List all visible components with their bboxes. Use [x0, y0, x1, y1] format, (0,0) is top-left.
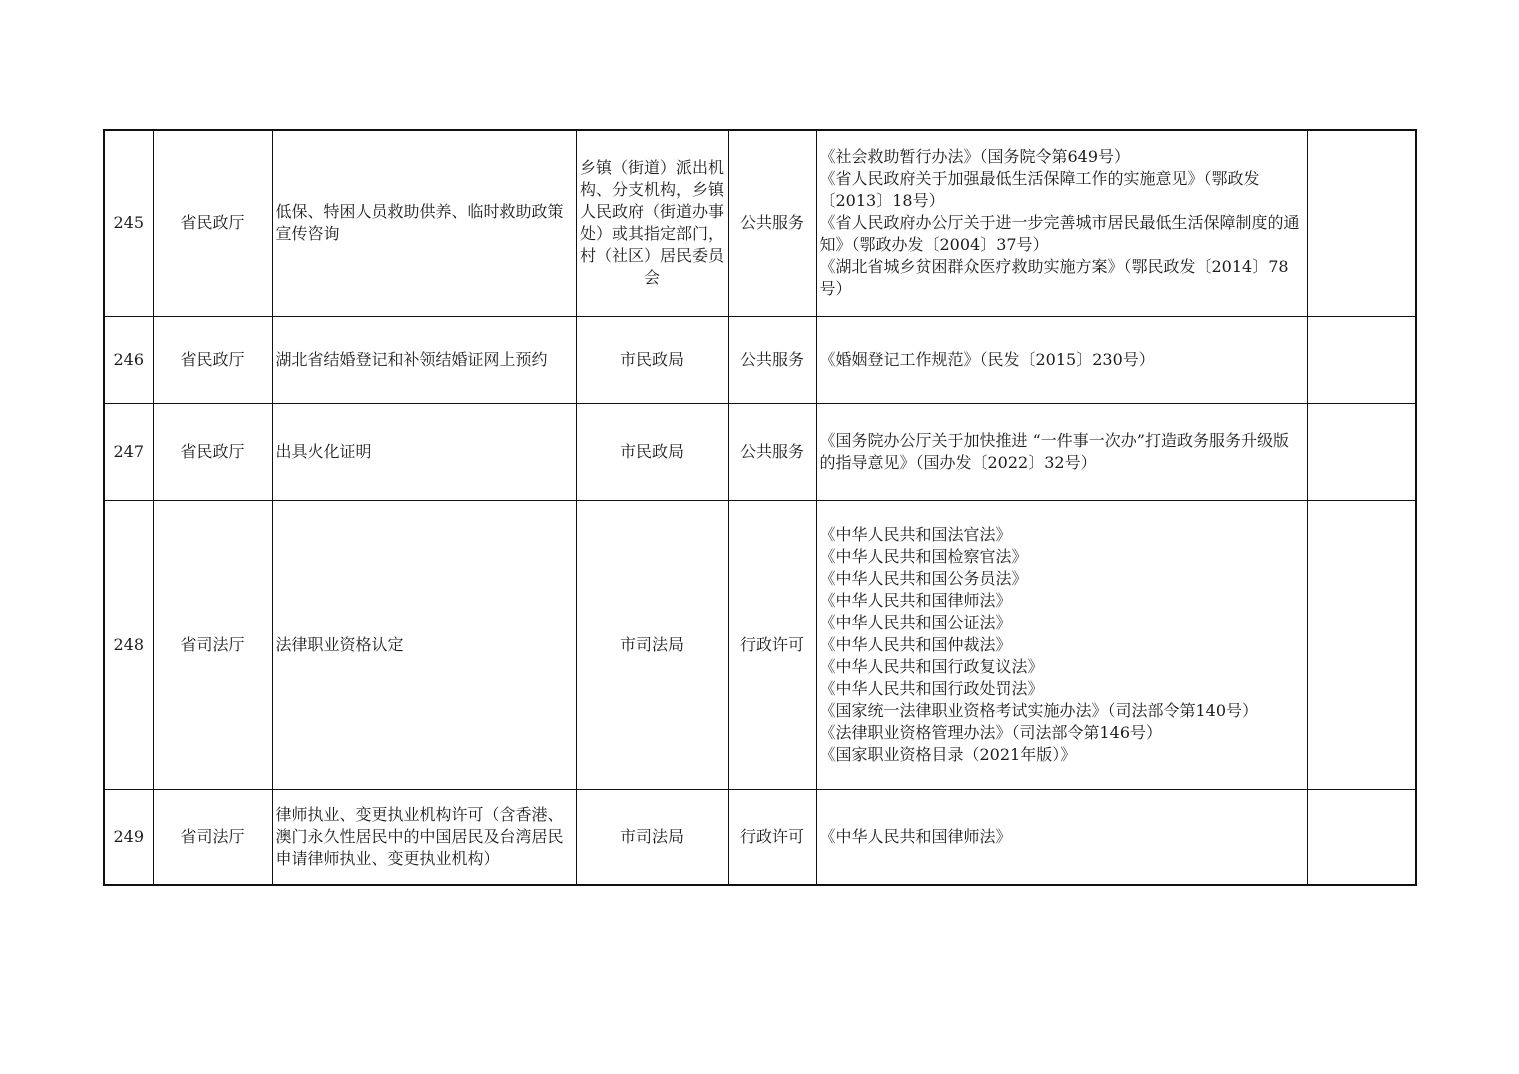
table-row: [104, 316, 1416, 403]
legal-basis-line: 《国家统一法律职业资格考试实施办法》（司法部令第140号）: [819, 700, 1259, 720]
legal-basis-cell: [816, 403, 1307, 500]
legal-basis-line: 《中华人民共和国检察官法》: [819, 546, 1028, 566]
table-row: [104, 789, 1416, 885]
handling-unit-cell: 乡镇（街道）派出机构、分支机构，乡镇人民政府（街道办事处）或其指定部门，村（社区）居民委员会: [576, 130, 728, 316]
handling-unit-cell: 市司法局: [576, 789, 728, 885]
legal-basis-line: 《中华人民共和国行政复议法》: [819, 656, 1044, 676]
legal-basis-line: 《省人民政府办公厅关于进一步完善城市居民最低生活保障制度的通知》（鄂政办发〔2004〕37号）: [819, 213, 1300, 255]
legal-basis-line: 《国家职业资格目录（2021年版）》: [819, 744, 1077, 764]
note-cell: [1307, 500, 1416, 789]
department-cell: 省民政厅: [153, 403, 272, 500]
legal-basis-line: 《中华人民共和国公务员法》: [819, 568, 1028, 588]
department-cell: 省民政厅: [153, 316, 272, 403]
service-items-table: [103, 129, 1417, 886]
legal-basis-line: 《湖北省城乡贫困群众医疗救助实施方案》（鄂民政发〔2014〕78号）: [819, 257, 1289, 299]
item-type-cell: 行政许可: [728, 789, 816, 885]
handling-unit-cell: 市司法局: [576, 500, 728, 789]
item-type-cell: 行政许可: [728, 500, 816, 789]
item-name-cell: 低保、特困人员救助供养、临时救助政策宣传咨询: [272, 130, 576, 316]
note-cell: [1307, 130, 1416, 316]
item-name-cell: 法律职业资格认定: [272, 500, 576, 789]
legal-basis-line: 《国务院办公厅关于加快推进 “一件事一次办”打造政务服务升级版的指导意见》（国办发〔2022〕32号）: [819, 430, 1289, 472]
item-type-cell: 公共服务: [728, 130, 816, 316]
row-number: 245: [104, 130, 153, 316]
note-cell: [1307, 789, 1416, 885]
legal-basis-line: 《省人民政府关于加强最低生活保障工作的实施意见》（鄂政发〔2013〕18号）: [819, 169, 1260, 211]
item-type-cell: 公共服务: [728, 403, 816, 500]
handling-unit-cell: 市民政局: [576, 316, 728, 403]
legal-basis-line: 《社会救助暂行办法》（国务院令第649号）: [819, 147, 1131, 167]
table-row: [104, 500, 1416, 789]
legal-basis-line: 《中华人民共和国公证法》: [819, 612, 1012, 632]
note-cell: [1307, 316, 1416, 403]
legal-basis-line: 《中华人民共和国律师法》: [819, 590, 1012, 610]
department-cell: 省司法厅: [153, 789, 272, 885]
legal-basis-cell: [816, 789, 1307, 885]
handling-unit-cell: 市民政局: [576, 403, 728, 500]
department-cell: 省司法厅: [153, 500, 272, 789]
legal-basis-cell: [816, 500, 1307, 789]
legal-basis-line: 《法律职业资格管理办法》（司法部令第146号）: [819, 722, 1163, 742]
item-name-cell: 湖北省结婚登记和补领结婚证网上预约: [272, 316, 576, 403]
legal-basis-line: 《中华人民共和国行政处罚法》: [819, 678, 1044, 698]
legal-basis-line: 《中华人民共和国律师法》: [819, 826, 1012, 846]
item-name-cell: 出具火化证明: [272, 403, 576, 500]
table-row: [104, 130, 1416, 316]
legal-basis-cell: [816, 316, 1307, 403]
item-name-cell: 律师执业、变更执业机构许可（含香港、澳门永久性居民中的中国居民及台湾居民申请律师执业、变更执业机构）: [272, 789, 576, 885]
row-number: 248: [104, 500, 153, 789]
note-cell: [1307, 403, 1416, 500]
legal-basis-cell: [816, 130, 1307, 316]
legal-basis-line: 《中华人民共和国法官法》: [819, 524, 1012, 544]
table-row: [104, 403, 1416, 500]
item-type-cell: 公共服务: [728, 316, 816, 403]
row-number: 246: [104, 316, 153, 403]
legal-basis-line: 《中华人民共和国仲裁法》: [819, 634, 1012, 654]
department-cell: 省民政厅: [153, 130, 272, 316]
row-number: 249: [104, 789, 153, 885]
legal-basis-line: 《婚姻登记工作规范》（民发〔2015〕230号）: [819, 349, 1155, 369]
row-number: 247: [104, 403, 153, 500]
